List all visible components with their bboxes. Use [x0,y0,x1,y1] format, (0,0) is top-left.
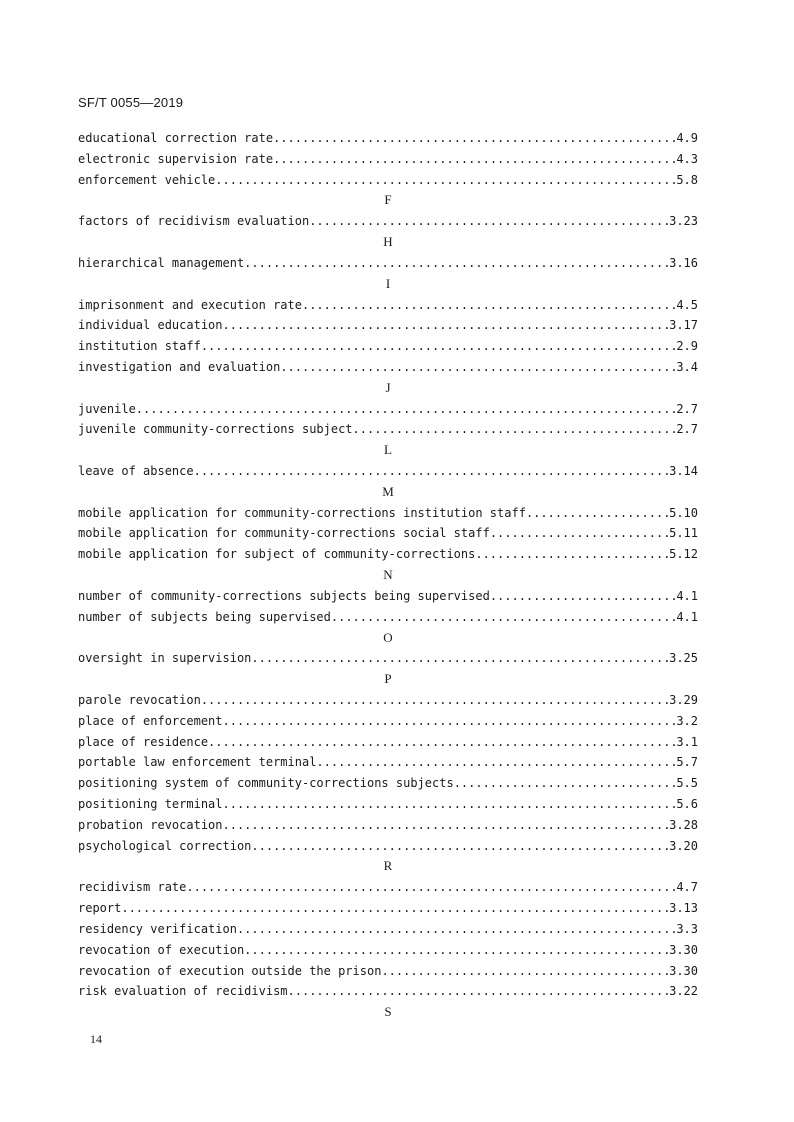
index-entry-term: mobile application for community-corrections institution staff [78,505,526,520]
dot-leader [280,357,676,378]
index-entry-term: investigation and evaluation [78,359,281,374]
index-entry-reference: 3.30 [669,963,698,978]
dot-leader [475,544,669,565]
index-entry [78,690,698,711]
index-entry [78,419,698,440]
index-entry [78,711,698,732]
dot-leader [136,399,677,420]
index-entry-reference: 3.4 [676,359,698,374]
index-entry [78,648,698,669]
index-entry [78,149,698,170]
index-entry-term: recidivism rate [78,880,187,895]
index-entry [78,836,698,857]
index-entry-reference: 3.28 [669,817,698,832]
dot-leader [244,940,669,961]
index-entry-term: factors of recidivism evaluation [78,214,310,229]
index-entry-term: report [78,901,122,916]
dot-leader [273,149,676,170]
index-entry-reference: 3.29 [669,692,698,707]
index-entry-term: residency verification [78,921,237,936]
index-entry-term: juvenile [78,401,136,416]
index-entry [78,961,698,982]
index-entry-reference: 3.1 [676,734,698,749]
dot-leader [454,773,677,794]
index-entry-term: place of residence [78,734,209,749]
index-entry [78,877,698,898]
index-entry-term: probation revocation [78,817,223,832]
index-entry-term: hierarchical management [78,255,245,270]
index-entry-reference: 3.17 [669,318,698,333]
dot-leader [288,981,670,1002]
index-entry-term: educational correction rate [78,131,274,145]
dot-leader [223,711,677,732]
index-entry-term: revocation of execution outside the prison [78,963,382,978]
index-entry [78,815,698,836]
index-entry-term: revocation of execution [78,942,245,957]
dot-leader [237,919,676,940]
dot-leader [353,419,677,440]
index-section-letter: S [384,1004,392,1020]
index-section-letter: M [382,483,394,499]
alphabetical-index [78,128,698,1023]
index-section-letter: L [384,442,392,458]
index-entry-reference: 2.9 [676,339,698,354]
index-entry [78,357,698,378]
dot-leader [208,732,676,753]
index-entry [78,898,698,919]
index-entry-reference: 3.22 [669,984,698,999]
index-entry-term: positioning system of community-corrections subjects [78,776,454,791]
dot-leader [302,295,676,316]
index-section-letter: N [383,567,393,583]
index-entry-term: imprisonment and execution rate [78,297,302,312]
dot-leader [309,211,669,232]
index-entry [78,315,698,336]
index-entry [78,586,698,607]
index-entry-reference: 3.2 [676,713,698,728]
index-entry-term: number of community-corrections subjects being supervised [78,588,490,603]
index-entry-term: psychological correction [78,838,252,853]
index-entry [78,732,698,753]
index-entry-reference: 4.5 [676,297,698,312]
index-entry-reference: 4.1 [676,609,698,624]
index-section-letter: R [383,858,393,874]
dot-leader [331,607,676,628]
index-entry-reference: 5.8 [676,172,698,187]
index-entry [78,981,698,1002]
index-entry-term: number of subjects being supervised [78,609,331,624]
index-entry [78,794,698,815]
index-entry [78,295,698,316]
dot-leader [215,170,676,191]
index-entry-reference: 3.13 [669,901,698,916]
dot-leader [186,877,676,898]
dot-leader [316,752,676,773]
index-entry-term: enforcement vehicle [78,172,216,187]
index-entry [78,128,698,149]
dot-leader [223,794,677,815]
dot-leader [244,253,669,274]
dot-leader [526,503,669,524]
index-entry [78,773,698,794]
index-section-letter: H [383,234,393,250]
index-entry-term: individual education [78,318,223,333]
index-entry [78,170,698,191]
index-entry-reference: 4.9 [676,131,698,145]
index-entry-reference: 3.30 [669,942,698,957]
index-entry [78,523,698,544]
index-entry-reference: 3.3 [676,921,698,936]
index-entry [78,752,698,773]
dot-leader [490,523,669,544]
index-entry-reference: 5.12 [669,547,698,562]
index-entry-reference: 2.7 [676,401,698,416]
index-entry-reference: 5.10 [669,505,698,520]
index-entry-reference: 3.23 [669,214,698,229]
index-entry [78,919,698,940]
index-entry-term: mobile application for subject of community-corrections [78,547,476,562]
index-entry-term: place of enforcement [78,713,223,728]
index-section-letter: J [385,379,391,395]
index-entry-term: parole revocation [78,692,201,707]
index-entry-term: portable law enforcement terminal [78,755,317,770]
index-entry-reference: 3.25 [669,651,698,666]
dot-leader [251,648,669,669]
index-entry-term: institution staff [78,339,201,354]
dot-leader [381,961,669,982]
index-entry-reference: 4.1 [676,588,698,603]
index-entry-term: juvenile community-corrections subject [78,422,353,437]
index-entry-term: mobile application for community-corrections social staff [78,526,490,541]
index-entry-reference: 5.7 [676,755,698,770]
index-entry [78,503,698,524]
dot-leader [273,128,676,149]
index-section-letter: P [384,671,392,687]
dot-leader [490,586,677,607]
index-entry-reference: 3.20 [669,838,698,853]
index-section-letter: O [383,629,393,645]
index-entry-term: electronic supervision rate [78,151,274,166]
index-entry [78,940,698,961]
index-entry [78,253,698,274]
index-entry-term: leave of absence [78,464,194,478]
index-entry [78,461,698,482]
index-entry-reference: 3.16 [669,255,698,270]
index-entry-term: oversight in supervision [78,651,252,666]
index-entry [78,607,698,628]
document-code-header: SF/T 0055—2019 [78,95,184,110]
index-entry-reference: 3.14 [669,464,698,478]
page-number: 14 [90,1032,102,1046]
dot-leader [121,898,669,919]
index-entry-reference: 4.3 [676,151,698,166]
dot-leader [201,336,676,357]
index-entry-term: risk evaluation of recidivism [78,984,288,999]
index-entry-reference: 2.7 [676,422,698,437]
index-entry [78,544,698,565]
index-entry [78,399,698,420]
index-entry-reference: 5.11 [669,526,698,541]
index-section-letter: F [384,192,392,208]
index-entry-reference: 5.6 [676,797,698,811]
index-entry-reference: 4.7 [676,880,698,895]
dot-leader [251,836,669,857]
index-entry-reference: 5.5 [676,776,698,791]
index-section-letter: I [385,275,391,291]
index-entry [78,211,698,232]
index-entry [78,336,698,357]
dot-leader [223,315,670,336]
index-entry-term: positioning terminal [78,797,223,811]
dot-leader [201,690,669,711]
dot-leader [223,815,670,836]
dot-leader [194,461,670,482]
